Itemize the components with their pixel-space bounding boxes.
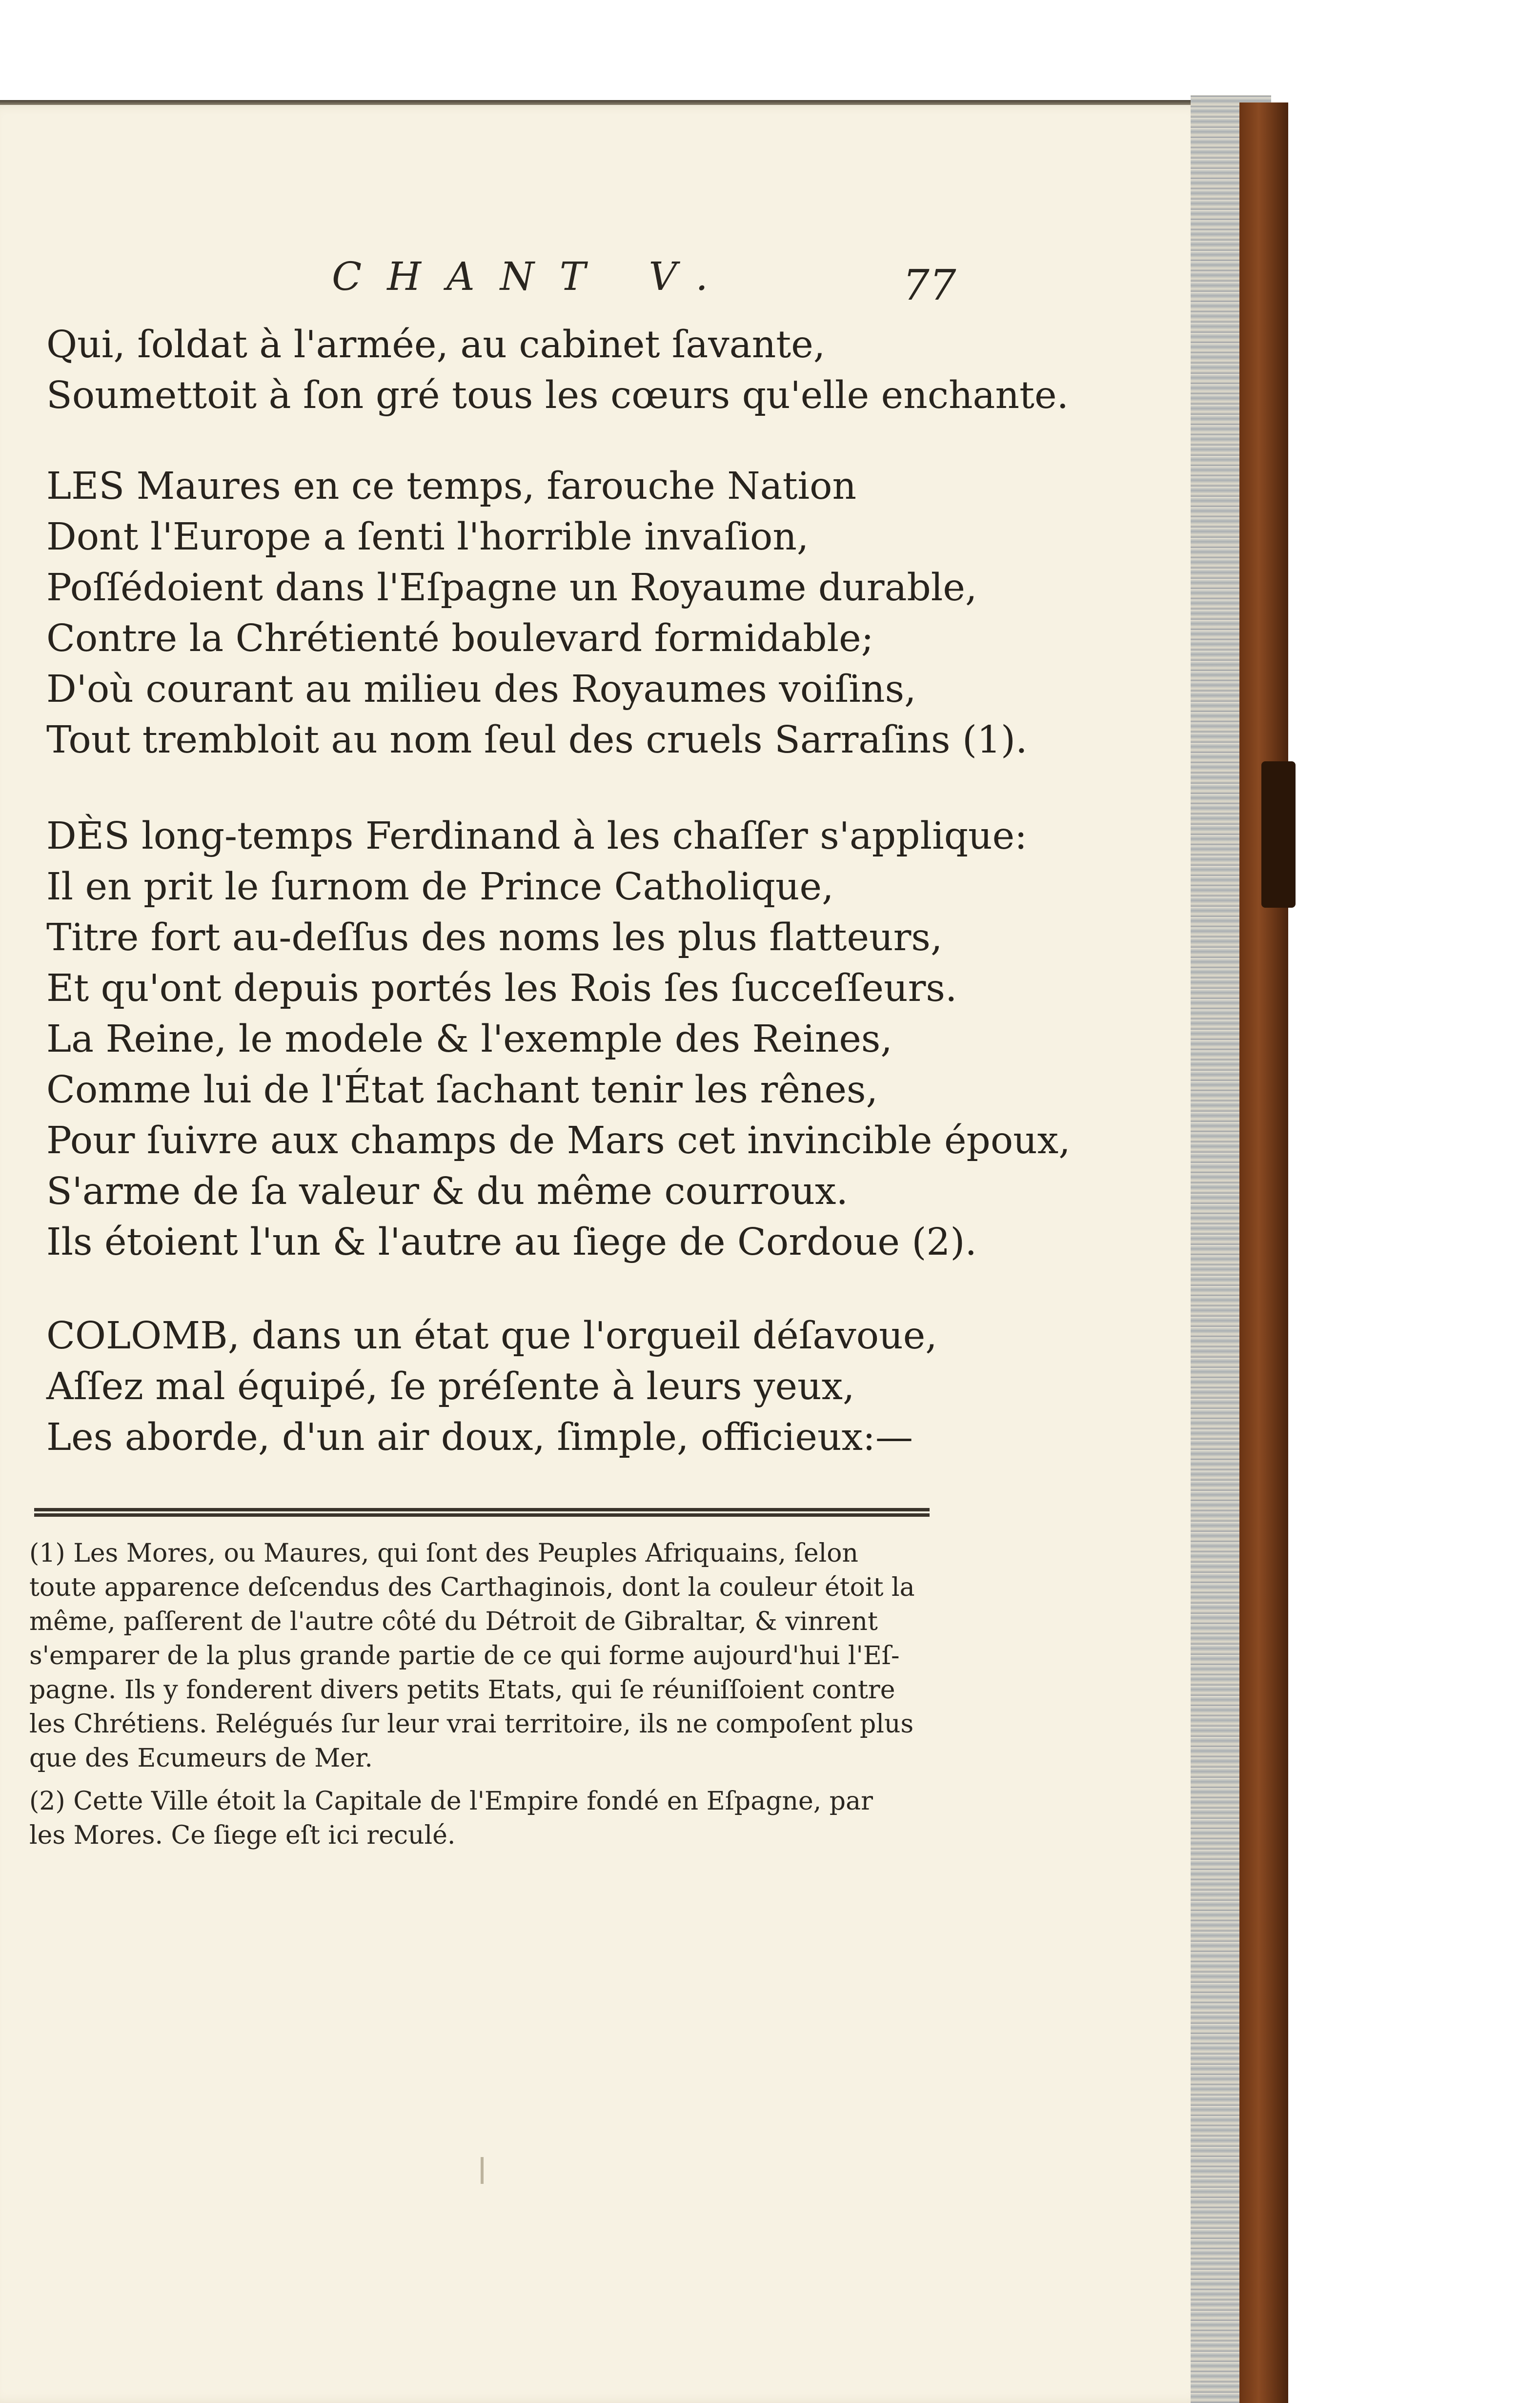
verse-line: LES Maures en ce temps, farouche Nation xyxy=(46,465,857,508)
footnote-line: (2) Cette Ville étoit la Capitale de l'Empire fondé en Eſpagne, par xyxy=(29,1787,873,1816)
stanza-4 xyxy=(46,1311,973,1463)
running-head-title: CHANT V. xyxy=(332,254,733,299)
page-number: 77 xyxy=(903,261,956,310)
verse-line: Dont l'Europe a ſenti l'horrible invaſion, xyxy=(46,515,809,559)
footnotes xyxy=(29,1536,947,1861)
verse-line: Qui, ſoldat à l'armée, au cabinet ſavante, xyxy=(46,323,826,367)
footnote-line: toute apparence deſcendus des Carthaginois, dont la couleur étoit la xyxy=(29,1573,915,1602)
verse-line: S'arme de ſa valeur & du même courroux. xyxy=(46,1170,848,1213)
verse-line: Pour ſuivre aux champs de Mars cet invincible époux, xyxy=(46,1119,1071,1162)
verse-line: Soumettoit à ſon gré tous les cœurs qu'elle enchante. xyxy=(46,374,1069,417)
footnote-line: même, paſſerent de l'autre côté du Détroit de Gibraltar, & vinrent xyxy=(29,1607,878,1636)
verse-line: Poſſédoient dans l'Eſpagne un Royaume durable, xyxy=(46,566,977,610)
pencil-mark xyxy=(481,2157,484,2184)
verse-line: Tout trembloit au nom ſeul des cruels Sarraſins (1). xyxy=(46,718,1028,762)
footnote-rule xyxy=(34,1508,930,1517)
verse-line: D'où courant au milieu des Royaumes voiſins, xyxy=(46,668,916,711)
stanza-1 xyxy=(46,320,1069,421)
footnote-line: que des Ecumeurs de Mer. xyxy=(29,1744,373,1773)
footnote-line: les Mores. Ce ſiege eſt ici reculé. xyxy=(29,1821,456,1850)
footnote-2 xyxy=(29,1784,947,1853)
spine-notch xyxy=(1261,761,1296,908)
footnote-line: les Chrétiens. Relégués ſur leur vrai territoire, ils ne compoſent plus xyxy=(29,1710,914,1739)
footnote-1 xyxy=(29,1536,947,1775)
verse-line: Contre la Chrétienté boulevard formidable; xyxy=(46,617,874,660)
verse-line: Ils étoient l'un & l'autre au ſiege de Cordoue (2). xyxy=(46,1221,977,1264)
verse-line: Il en prit le ſurnom de Prince Catholique, xyxy=(46,865,834,909)
verse-line: Les aborde, d'un air doux, ſimple, officieux:— xyxy=(46,1416,913,1459)
verse-line: Titre fort au-deſſus des noms les plus flatteurs, xyxy=(46,916,943,959)
verse-line: Et qu'ont depuis portés les Rois ſes ſucceſſeurs. xyxy=(46,967,957,1010)
background-top xyxy=(0,0,1220,105)
verse-line: La Reine, le modele & l'exemple des Reines, xyxy=(46,1018,892,1061)
footnote-line: (1) Les Mores, ou Maures, qui ſont des Peuples Afriquains, ſelon xyxy=(29,1539,859,1568)
book-spine xyxy=(1239,102,1288,2403)
verse-line: Comme lui de l'État ſachant tenir les rênes, xyxy=(46,1068,878,1112)
footnote-line: pagne. Ils y fonderent divers petits Etats, qui ſe réuniſſoient contre xyxy=(29,1675,895,1705)
footnote-line: s'emparer de la plus grande partie de ce qui forme aujourd'hui l'Eſ- xyxy=(29,1641,900,1670)
verse-line: Aſſez mal équipé, ſe préſente à leurs yeux, xyxy=(46,1365,855,1408)
stanza-3 xyxy=(46,811,1071,1268)
verse-line: COLOMB, dans un état que l'orgueil déſavoue, xyxy=(46,1314,937,1358)
verse-line: DÈS long-temps Ferdinand à les chaſſer s'applique: xyxy=(46,815,1028,858)
stanza-2 xyxy=(46,461,1028,766)
